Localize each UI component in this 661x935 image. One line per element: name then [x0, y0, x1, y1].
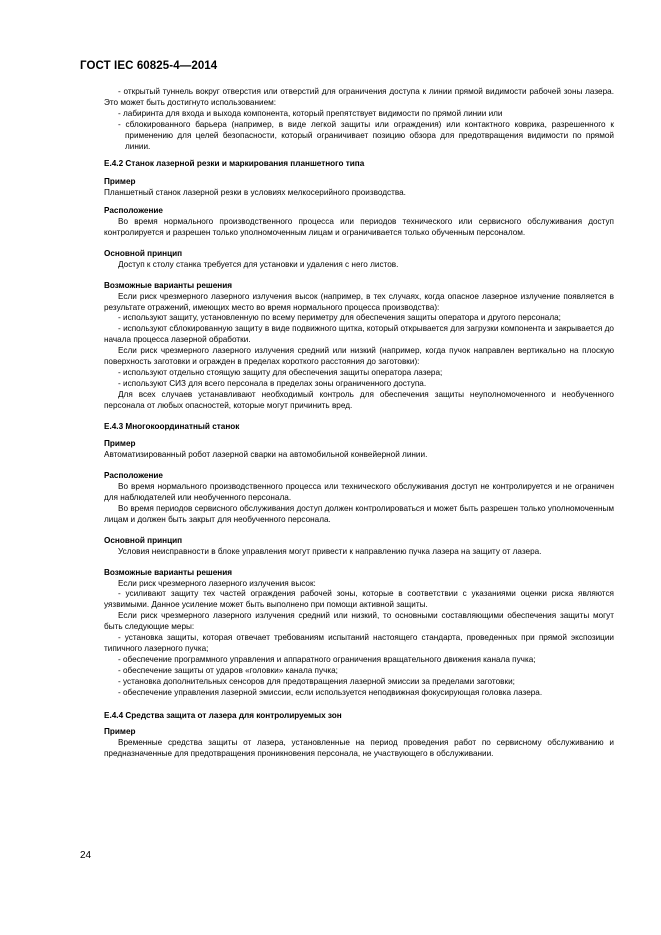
solution-paragraph: - используют СИЗ для всего персонала в пределах зоны ограниченного доступа.	[118, 378, 427, 388]
intro-list	[104, 109, 614, 153]
solutions-title: Возможные варианты решения	[104, 280, 233, 290]
document-header: ГОСТ IEC 60825-4—2014	[80, 60, 218, 72]
location-text: Во время нормального производственного процесса или технического обслуживания доступ не контролируется и не ограничен для наблюдателей или необученного персонала.	[104, 482, 614, 503]
section-heading-e43: Е.4.3 Многокоординатный станок	[104, 421, 240, 431]
example-text: Планшетный станок лазерной резки в условиях мелкосерийного производства.	[104, 188, 406, 198]
solution-paragraph: - используют сблокированную защиту в виде подвижного щитка, который открывается для загрузки компонента и закрывается до начала процесса лазерной обработки.	[104, 324, 614, 345]
list-item: - сблокированного барьера (например, в виде легкой защиты или ограждения) или контактного коврика, разрешенного к применению для целей безопасности, который ограничивает позицию обзора для предотвращения видимости по прямой линии.	[118, 119, 614, 151]
solutions-title: Возможные варианты решения	[104, 567, 233, 577]
section-heading-e42: Е.4.2 Станок лазерной резки и маркирования планшетного типа	[104, 159, 365, 169]
example-title: Пример	[104, 727, 136, 737]
location-text: Во время нормального производственного процесса или периодов технического или сервисного обслуживания доступ контролируется и разрешен только уполномоченным лицам и ограничивается только обученным персоналом.	[104, 217, 614, 237]
principle-text: Доступ к столу станка требуется для установки и удаления с него листов.	[118, 259, 399, 269]
solution-paragraph: - усиливают защиту тех частей ограждения рабочей зоны, которые в соответствии с указаниями оценки риска являются уязвимыми. Данное усиление может быть выполнено при помощи активной защиты.	[104, 589, 614, 610]
solution-paragraph: - обеспечение защиты от ударов «головки» канала пучка;	[118, 665, 338, 675]
solution-paragraph: - используют защиту, установленную по всему периметру для обеспечения защиты оператора и другого персонала;	[118, 313, 561, 323]
principle-title: Основной принцип	[104, 535, 183, 545]
solution-paragraph: - установка дополнительных сенсоров для предотвращения лазерной эмиссии за пределами заготовки;	[118, 676, 515, 686]
document-body	[104, 87, 614, 760]
solution-paragraph: - используют отдельно стоящую защиту для обеспечения защиты оператора лазера;	[118, 367, 443, 377]
solution-paragraph: - обеспечение управления лазерной эмиссии, если используется неподвижная фокусирующая головка лазера.	[118, 687, 543, 697]
example-title: Пример	[104, 439, 136, 449]
list-item: - лабиринта для входа и выхода компонента, который препятствует видимости по прямой линии или	[118, 108, 503, 118]
solution-paragraph: Если риск чрезмерного лазерного излучения высок:	[118, 578, 316, 588]
solution-paragraph: Если риск чрезмерного лазерного излучения средний или низкий (например, когда пучок направлен вертикально на плоскую поверхность заготовки и огражден в пределах короткого расстояния до заготовки):	[104, 346, 614, 367]
location-text: Во время периодов сервисного обслуживания доступ должен контролироваться и может быть разрешен только уполномоченным лицам и должен быть закрыт для необученного персонала.	[104, 504, 614, 524]
example-title: Пример	[104, 177, 136, 187]
solution-paragraph: - установка защиты, которая отвечает требованиям испытаний настоящего стандарта, проведенных при прямой экспозиции типичного лазерного пучка;	[104, 633, 614, 653]
example-text: Временные средства защиты от лазера, установленные на период проведения работ по сервисному обслуживанию и предназначенные для предотвращения проникновения персонала, не участвующего в обслуживании.	[104, 738, 614, 759]
solution-paragraph: Для всех случаев устанавливают необходимый контроль для обеспечения защиты неуполномоченного и необученного персонала от любых опасностей, которые могут причинить вред.	[104, 389, 614, 410]
example-text: Автоматизированный робот лазерной сварки на автомобильной конвейерной линии.	[104, 450, 428, 460]
solution-paragraph: Если риск чрезмерного лазерного излучения высок (например, в тех случаях, когда опасное лазерное излучение появляется в результате отражений, имеющих место во время нормального процесса производства):	[104, 291, 614, 312]
page-number: 24	[80, 850, 92, 861]
principle-title: Основной принцип	[104, 248, 183, 258]
principle-text: Условия неисправности в блоке управления могут привести к направлению пучка лазера на защиту от лазера.	[118, 546, 542, 556]
intro-paragraph: - открытый туннель вокруг отверстия или отверстий для ограничения доступа к линии прямой видимости рабочей зоны лазера. Это может быть достигнуто использованием:	[104, 87, 614, 107]
section-heading-e44: Е.4.4 Средства защита от лазера для контролируемых зон	[104, 710, 342, 720]
solution-paragraph: - обеспечение программного управления и аппаратного ограничения вращательного движения канала пучка;	[118, 654, 536, 664]
location-title: Расположение	[104, 471, 163, 481]
location-title: Расположение	[104, 206, 163, 216]
solution-paragraph: Если риск чрезмерного лазерного излучения средний или низкий, то основными составляющими обеспечения защиты могут быть следующие меры:	[104, 611, 614, 632]
